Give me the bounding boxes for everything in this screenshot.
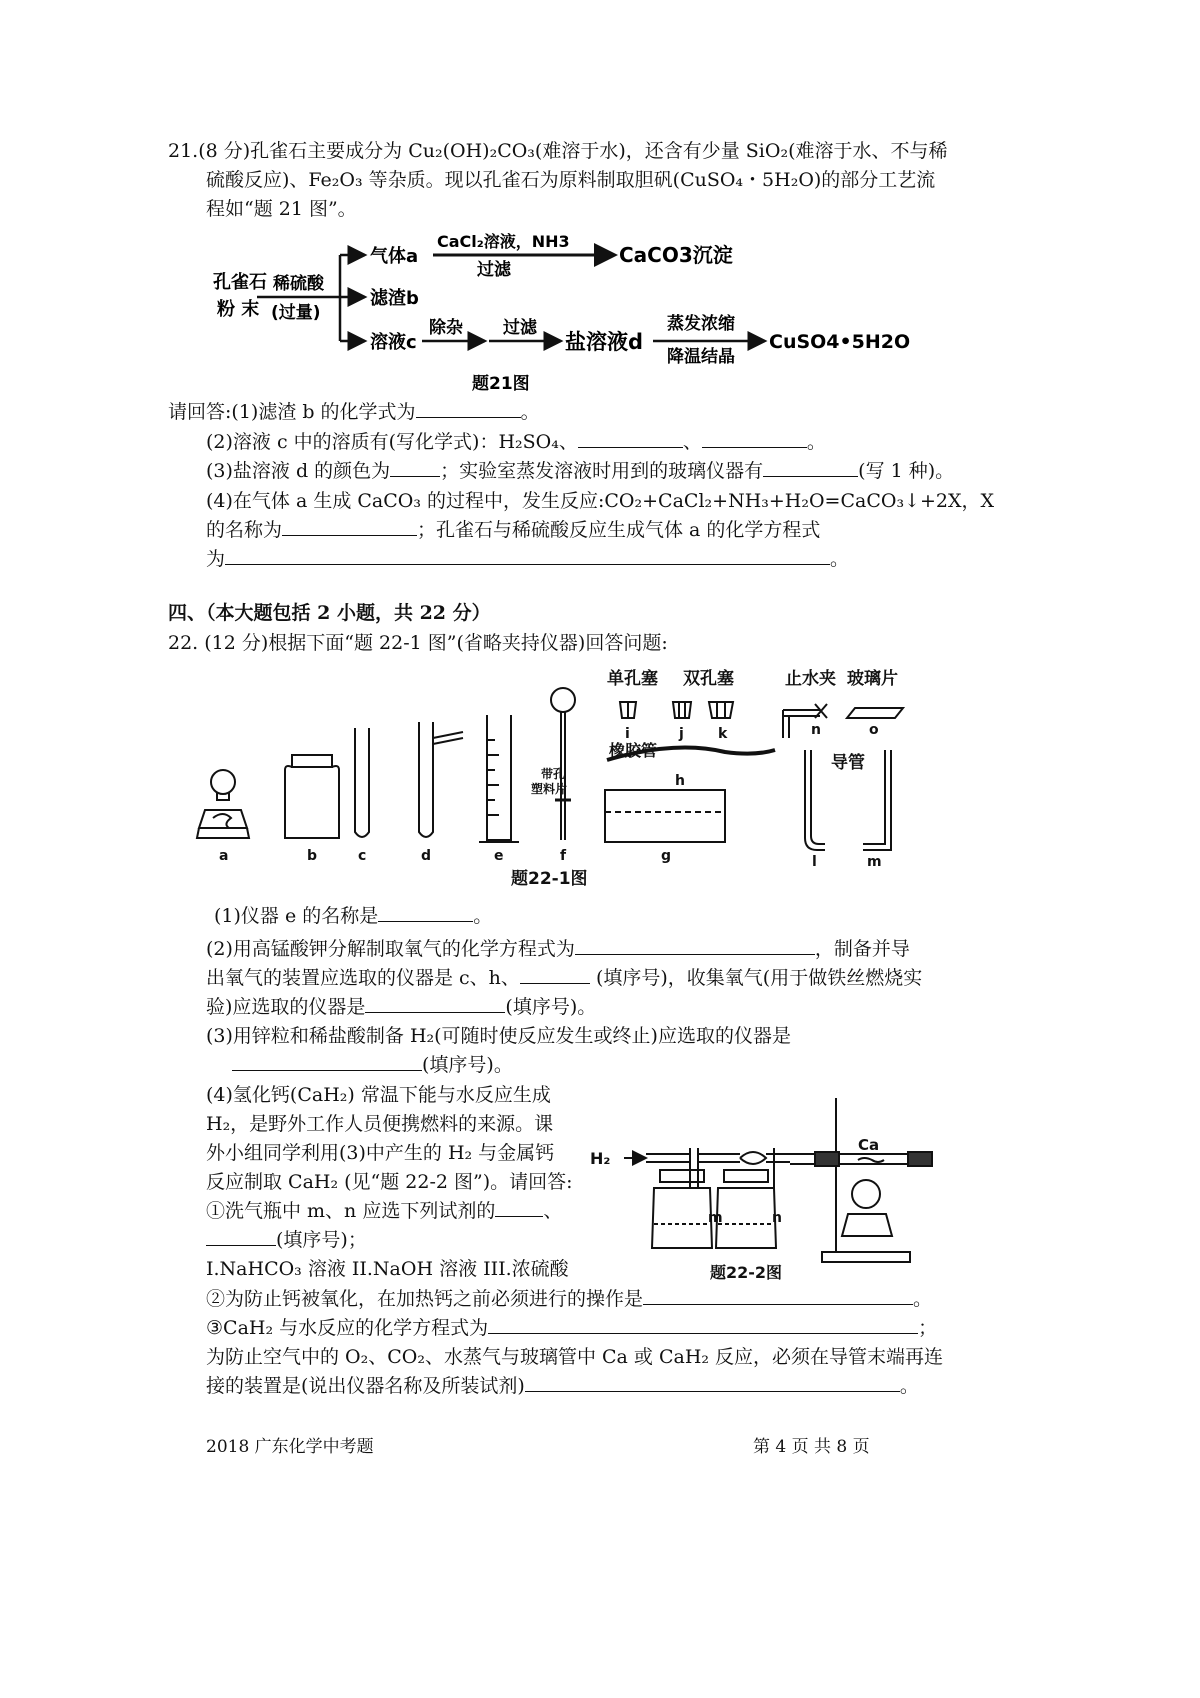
q22-p4l9b: ； bbox=[918, 1317, 938, 1339]
test-tube-c bbox=[355, 728, 369, 837]
glass-plate-o bbox=[847, 708, 903, 718]
blank-21-1[interactable] bbox=[416, 399, 521, 418]
blank-21-2b[interactable] bbox=[702, 429, 807, 448]
q21-answer3 bbox=[206, 458, 954, 484]
fig2-m: m bbox=[708, 1210, 723, 1226]
blank-22-4d[interactable] bbox=[488, 1315, 918, 1334]
fig2-h2: H₂ bbox=[590, 1149, 611, 1168]
label-n: n bbox=[811, 722, 821, 738]
fig2-ca: Ca bbox=[858, 1136, 880, 1154]
blank-22-4b[interactable] bbox=[206, 1227, 276, 1246]
q22-p2-line2 bbox=[206, 965, 922, 991]
delivery-tube-m bbox=[863, 750, 891, 850]
label-f: f bbox=[560, 848, 567, 864]
blank-22-2b[interactable] bbox=[520, 965, 590, 984]
flow-start-bottom: 粉 末 bbox=[217, 299, 260, 320]
q22-p2c: 出氧气的装置应选取的仪器是 c、h、 bbox=[206, 967, 520, 989]
q22-p4-line4: 反应制取 CaH₂ (见“题 22-2 图”)。请回答: bbox=[206, 1171, 573, 1193]
side-arm-tube-d bbox=[419, 722, 463, 837]
label-c: c bbox=[358, 848, 367, 864]
blank-21-3b[interactable] bbox=[763, 458, 858, 477]
label-a: a bbox=[219, 848, 229, 864]
q22-p1a: (1)仪器 e 的名称是 bbox=[214, 905, 379, 927]
q22-p4-line3: 外小组同学利用(3)中产生的 H₂ 与金属钙 bbox=[206, 1142, 555, 1164]
q22-p1 bbox=[214, 903, 492, 929]
flow-caption: 题21图 bbox=[472, 374, 530, 394]
q22-p4l8b: 。 bbox=[913, 1288, 933, 1310]
q21-answer1 bbox=[168, 399, 540, 425]
flow-start-top: 孔雀石 bbox=[213, 272, 267, 293]
label-j: j bbox=[679, 726, 684, 742]
label-rubber-tube: 橡胶管 bbox=[609, 741, 658, 760]
flow-solution: 溶液c bbox=[370, 332, 417, 353]
blank-22-2a[interactable] bbox=[575, 936, 815, 955]
label-b: b bbox=[307, 848, 318, 864]
q21-a2-end: 。 bbox=[806, 431, 826, 453]
q22-p4-line10: 为防止空气中的 O₂、CO₂、水蒸气与玻璃管中 Ca 或 CaH₂ 反应，必须在导管末端再连 bbox=[206, 1346, 944, 1368]
q21-answer4: (4)在气体 a 生成 CaCO₃ 的过程中，发生反应:CO₂+CaCl₂+NH₃+H₂O=CaCO₃↓+2X，X bbox=[206, 490, 995, 512]
flow-gas: 气体a bbox=[370, 246, 419, 267]
blank-21-3a[interactable] bbox=[390, 458, 440, 477]
label-perforated-2: 塑料片 bbox=[531, 782, 568, 796]
q21-a2-sep: 、 bbox=[682, 431, 702, 453]
q22-p4-line8 bbox=[206, 1286, 932, 1312]
blank-22-4a[interactable] bbox=[495, 1198, 543, 1217]
q21-a4b: 的名称为 bbox=[206, 519, 283, 541]
q21-a4d: 为 bbox=[206, 548, 226, 570]
q21-a1-text: 请回答:(1)滤渣 b 的化学式为 bbox=[168, 401, 416, 423]
q22-p4l5b: 、 bbox=[543, 1200, 563, 1222]
q22-p4-line2: H₂，是野外工作人员便携燃料的来源。课 bbox=[206, 1113, 554, 1135]
q22-p3: (3)用锌粒和稀盐酸制备 H₂(可随时使反应发生或终止)应选取的仪器是 bbox=[206, 1025, 791, 1047]
label-single-stopper: 单孔塞 bbox=[607, 669, 658, 689]
delivery-tube-l bbox=[805, 750, 825, 850]
trough-g bbox=[605, 790, 725, 842]
q21-a1-end: 。 bbox=[520, 401, 540, 423]
label-g: g bbox=[661, 848, 672, 864]
q21-a4c: ；孔雀石与稀硫酸反应生成气体 a 的化学方程式 bbox=[417, 519, 821, 541]
fig2-n: n bbox=[772, 1210, 782, 1226]
q22-p2b: ，制备并导 bbox=[814, 938, 910, 960]
q21-line1: 21.(8 分)孔雀石主要成分为 Cu₂(OH)₂CO₃(难溶于水)，还含有少量 SiO₂(难溶于水、不与稀 bbox=[168, 140, 948, 162]
blank-22-2c[interactable] bbox=[365, 994, 505, 1013]
flow-acid-top: 稀硫酸 bbox=[273, 274, 324, 294]
label-l: l bbox=[812, 854, 817, 870]
flowchart-21 bbox=[185, 225, 930, 395]
q22-p4l8: ②为防止钙被氧化，在加热钙之前必须进行的操作是 bbox=[206, 1288, 644, 1310]
blank-21-2a[interactable] bbox=[578, 429, 683, 448]
q21-a3a: (3)盐溶液 d 的颜色为 bbox=[206, 460, 391, 482]
label-d: d bbox=[421, 848, 432, 864]
q22-p1b: 。 bbox=[473, 905, 493, 927]
section-heading: 四、（本大题包括 2 小题，共 22 分） bbox=[168, 602, 491, 624]
q22-p2d: (填序号)，收集氧气(用于做铁丝燃烧实 bbox=[589, 967, 923, 989]
label-perforated-1: 带孔 bbox=[541, 767, 566, 781]
q21-a3b: ；实验室蒸发溶液时用到的玻璃仪器有 bbox=[440, 460, 764, 482]
q22-intro: 22. (12 分)根据下面“题 22-1 图”(省略夹持仪器)回答问题: bbox=[168, 632, 668, 654]
footer-title: 2018 广东化学中考题 bbox=[206, 1437, 374, 1457]
label-k: k bbox=[718, 726, 728, 742]
flow-residue: 滤渣b bbox=[370, 288, 419, 309]
flow-step2: 过滤 bbox=[503, 318, 537, 338]
blank-22-4c[interactable] bbox=[643, 1286, 913, 1305]
q21-a2-text: (2)溶液 c 中的溶质有(写化学式)：H₂SO₄、 bbox=[206, 431, 578, 453]
flow-evap-top: 蒸发浓缩 bbox=[667, 314, 735, 334]
q21-line2: 硫酸反应)、Fe₂O₃ 等杂质。现以孔雀石为原料制取胆矾(CuSO₄・5H₂O)的部分工艺流 bbox=[206, 169, 936, 191]
q21-answer4b bbox=[206, 517, 820, 543]
q21-a3c: (写 1 种)。 bbox=[858, 460, 955, 482]
q22-p2f: (填序号)。 bbox=[505, 996, 597, 1018]
fig1-caption: 题22-1图 bbox=[511, 869, 588, 889]
single-stopper-i bbox=[620, 702, 636, 718]
q22-p4-line9 bbox=[206, 1315, 937, 1341]
funnel-f bbox=[551, 688, 575, 840]
blank-22-3[interactable] bbox=[232, 1052, 422, 1071]
flow-filter1: 过滤 bbox=[477, 260, 511, 280]
q22-p4-line1: (4)氢化钙(CaH₂) 常温下能与水反应生成 bbox=[206, 1084, 551, 1106]
label-e: e bbox=[494, 848, 504, 864]
label-clamp: 止水夹 bbox=[785, 669, 836, 689]
fig2-caption: 题22-2图 bbox=[710, 1263, 783, 1280]
figure-22-2 bbox=[590, 1088, 940, 1280]
q21-answer2 bbox=[206, 429, 826, 455]
double-stopper-j bbox=[673, 702, 691, 718]
flow-salt: 盐溶液d bbox=[565, 330, 644, 354]
q22-p4-line11 bbox=[206, 1373, 919, 1399]
label-m: m bbox=[867, 854, 882, 870]
q22-p4l6: (填序号)； bbox=[276, 1229, 367, 1251]
q22-p2e: 验)应选取的仪器是 bbox=[206, 996, 366, 1018]
double-stopper-k bbox=[709, 702, 733, 718]
flow-product: CuSO4•5H2O bbox=[769, 331, 911, 353]
q22-p4l11: 接的装置是(说出仪器名称及所装试剂) bbox=[206, 1375, 525, 1397]
alcohol-lamp-a bbox=[197, 770, 249, 838]
blank-21-4b[interactable] bbox=[225, 546, 830, 565]
label-glass-plate: 玻璃片 bbox=[847, 669, 898, 689]
q22-p3-line2 bbox=[232, 1052, 513, 1078]
q22-p4l5: ①洗气瓶中 m、n 应选下列试剂的 bbox=[206, 1200, 496, 1222]
q21-answer4c bbox=[206, 546, 849, 572]
flow-step1: 除杂 bbox=[429, 318, 463, 338]
bottle-b bbox=[285, 755, 339, 838]
q21-line3: 程如“题 21 图”。 bbox=[206, 198, 357, 220]
q22-p2 bbox=[206, 936, 910, 962]
q22-reagent-options: I.NaHCO₃ 溶液 II.NaOH 溶液 III.浓硫酸 bbox=[206, 1258, 569, 1280]
graduated-cylinder-e bbox=[479, 715, 519, 842]
label-tube: 导管 bbox=[831, 753, 865, 773]
flow-reagent: CaCl₂溶液，NH3 bbox=[437, 232, 570, 251]
label-i: i bbox=[625, 726, 630, 742]
footer-page: 第 4 页 共 8 页 bbox=[753, 1437, 870, 1457]
label-o: o bbox=[869, 722, 879, 738]
q22-p3b: (填序号)。 bbox=[422, 1054, 513, 1076]
q22-p2a: (2)用高锰酸钾分解制取氧气的化学方程式为 bbox=[206, 938, 575, 960]
flow-acid-bottom: (过量) bbox=[271, 303, 321, 323]
q22-p4l11b: 。 bbox=[899, 1375, 919, 1397]
flow-precipitate: CaCO3沉淀 bbox=[619, 243, 733, 267]
label-h: h bbox=[675, 773, 685, 789]
blank-22-4e[interactable] bbox=[525, 1373, 900, 1392]
blank-22-1[interactable] bbox=[378, 903, 473, 922]
label-double-stopper: 双孔塞 bbox=[683, 669, 734, 689]
q22-p2-line3 bbox=[206, 994, 596, 1020]
blank-21-4a[interactable] bbox=[282, 517, 417, 536]
flow-evap-bottom: 降温结晶 bbox=[667, 347, 735, 367]
q22-p4-line6 bbox=[206, 1227, 367, 1253]
q22-p4l9: ③CaH₂ 与水反应的化学方程式为 bbox=[206, 1317, 489, 1339]
q21-a4e: 。 bbox=[830, 548, 850, 570]
figure-22-1 bbox=[195, 660, 915, 890]
q22-p4-line5 bbox=[206, 1198, 562, 1224]
